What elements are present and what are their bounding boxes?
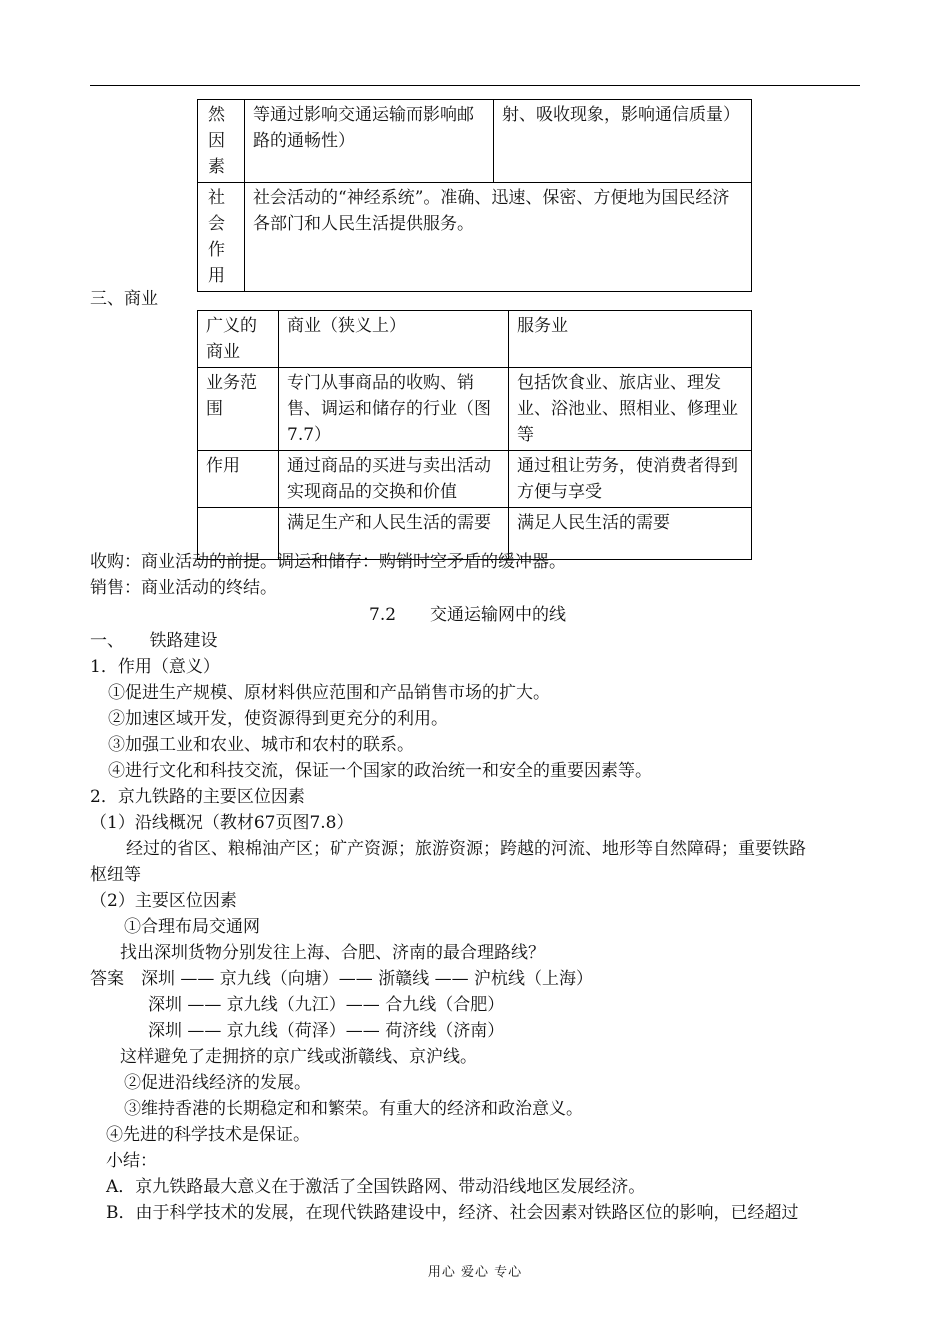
section-title: 7.2 交通运输网中的线 [369,605,567,625]
text-line: 1．作用（意义） [90,657,220,677]
table-header-cell: 商业（狭义上） [279,311,509,368]
text-line: ①合理布局交通网 [124,917,260,937]
text-line: 这样避免了走拥挤的京广线或浙赣线、京沪线。 [120,1047,477,1067]
table-cell: 作用 [198,451,279,508]
text-line: 收购：商业活动的前提。调运和储存：购销时空矛盾的缓冲器。 [90,552,566,572]
text-line: ①促进生产规模、原材料供应范围和产品销售市场的扩大。 [108,683,550,703]
text-line: ④先进的科学技术是保证。 [106,1125,310,1145]
text-line: 小结： [106,1151,157,1171]
social-role-label: 社 会 作 用 [198,183,245,292]
table-cell: 包括饮食业、旅店业、理发业、浴池业、照相业、修理业等 [509,368,752,451]
natural-factors-label: 然 因 素 [198,100,245,183]
text-line: 深圳 —— 京九线（九江）—— 合九线（合肥） [148,995,505,1015]
header-rule [90,85,860,86]
table-cell: 通过租让劳务，使消费者得到方便与享受 [509,451,752,508]
table-cell: 通过商品的买进与卖出活动实现商品的交换和价值 [279,451,509,508]
text-line: （2）主要区位因素 [90,891,237,911]
text-line: ②促进沿线经济的发展。 [124,1073,311,1093]
text-line: ②加速区域开发，使资源得到更充分的利用。 [108,709,448,729]
table-cell: 射、吸收现象，影响通信质量） [494,100,752,183]
section-heading: 三、商业 [90,289,158,309]
table-cell: 满足人民生活的需要 [509,508,752,560]
table-cell: 满足生产和人民生活的需要 [279,508,509,560]
text-line: ③维持香港的长期稳定和和繁荣。有重大的经济和政治意义。 [124,1099,583,1119]
table-cell: 等通过影响交通运输而影响邮路的通畅性） [245,100,494,183]
table-cell: 专门从事商品的收购、销售、调运和储存的行业（图7.7） [279,368,509,451]
text-line: ④进行文化和科技交流，保证一个国家的政治统一和安全的重要因素等。 [108,761,652,781]
table-cell: 社会活动的“神经系统”。准确、迅速、保密、方便地为国民经济各部门和人民生活提供服务。 [245,183,752,292]
text-line: B．由于科学技术的发展，在现代铁路建设中，经济、社会因素对铁路区位的影响，已经超过 [106,1203,799,1223]
table-header-cell: 服务业 [509,311,752,368]
commerce-table [197,310,752,560]
text-line: 找出深圳货物分别发往上海、合肥、济南的最合理路线？ [120,943,545,963]
text-line: （1）沿线概况（教材67页图7.8） [90,813,354,833]
page-footer: 用心 爱心 专心 [427,1265,523,1280]
text-line: 枢纽等 [90,865,141,885]
text-line: 答案 深圳 —— 京九线（向塘）—— 浙赣线 —— 沪杭线（上海） [90,969,594,989]
communication-table [197,99,752,292]
text-line: 经过的省区、粮棉油产区；矿产资源；旅游资源；跨越的河流、地形等自然障碍；重要铁路 [126,839,806,859]
text-line: 销售：商业活动的终结。 [90,578,277,598]
text-line: ③加强工业和农业、城市和农村的联系。 [108,735,414,755]
text-line: 一、 铁路建设 [90,631,218,651]
text-line: A．京九铁路最大意义在于激活了全国铁路网、带动沿线地区发展经济。 [106,1177,646,1197]
text-line: 深圳 —— 京九线（荷泽）—— 荷济线（济南） [148,1021,505,1041]
text-line: 2．京九铁路的主要区位因素 [90,787,305,807]
table-cell: 业务范围 [198,368,279,451]
table-header-cell: 广义的商业 [198,311,279,368]
